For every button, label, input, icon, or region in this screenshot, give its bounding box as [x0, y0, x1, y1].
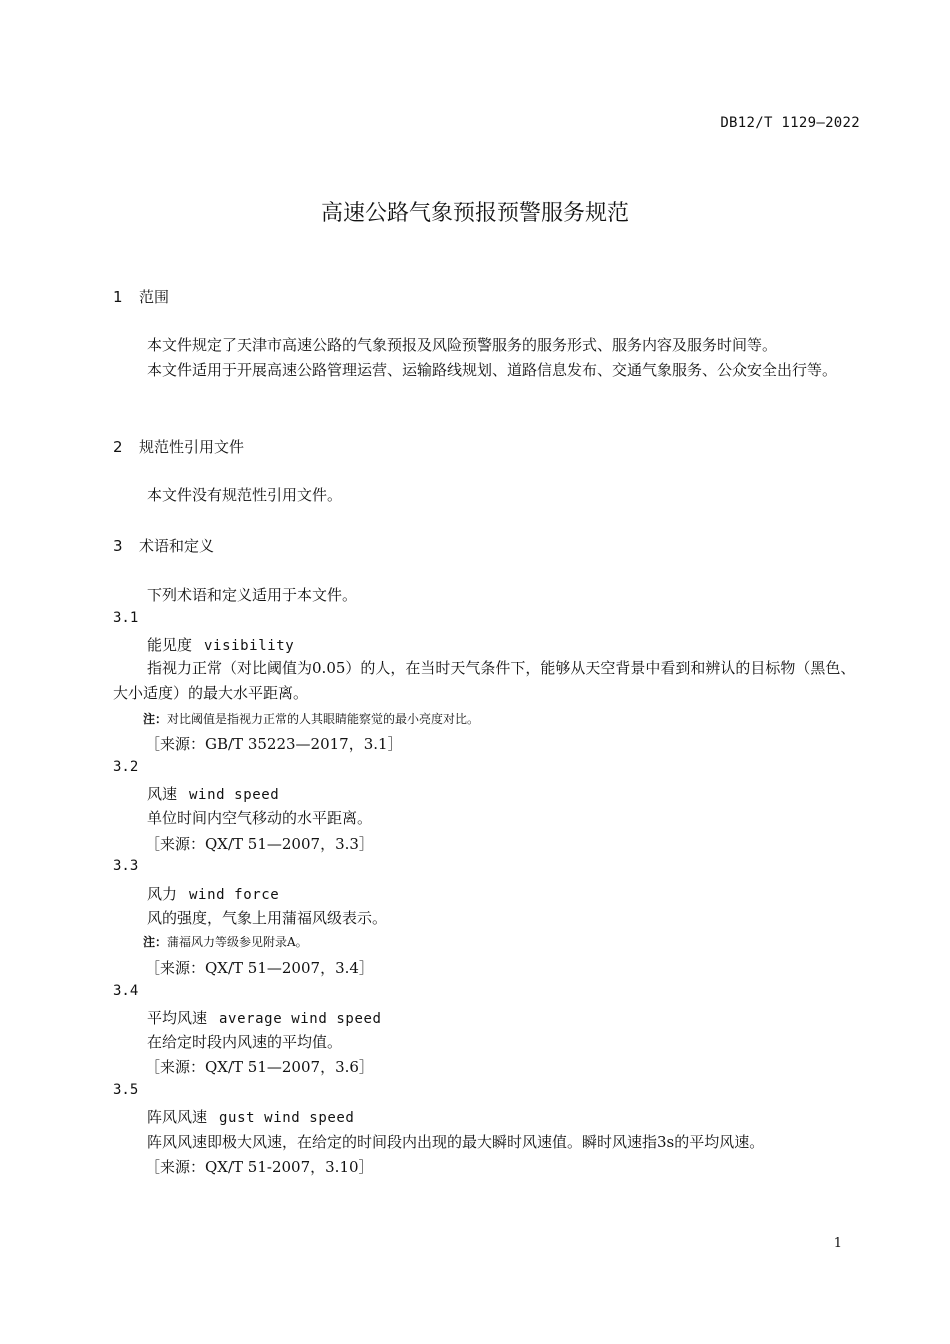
term-gust-wind-speed	[147, 1106, 354, 1127]
document-id: DB12/T 1129—2022	[720, 115, 860, 131]
note-label: 注：	[143, 935, 168, 949]
term-wind-force	[147, 883, 279, 904]
section-number: 3	[113, 537, 123, 555]
term-definition: 阵风风速即极大风速，在给定的时间段内出现的最大瞬时风速值。瞬时风速指3s的平均风速。	[147, 1133, 765, 1151]
term-zh: 能见度	[147, 636, 193, 654]
paragraph-scope-1: 本文件规定了天津市高速公路的气象预报及风险预警服务的服务形式、服务内容及服务时间等。	[147, 336, 778, 354]
paragraph-scope-2: 本文件适用于开展高速公路管理运营、运输路线规划、道路信息发布、交通气象服务、公众安全出行等。	[147, 361, 838, 379]
term-zh: 风速	[147, 785, 178, 803]
term-en: gust wind speed	[219, 1110, 355, 1126]
term-note	[143, 933, 308, 950]
section-title: 范围	[139, 288, 170, 306]
term-zh: 风力	[147, 885, 178, 903]
section-title: 术语和定义	[139, 537, 215, 555]
note-label: 注：	[143, 712, 168, 726]
term-number: 3.1	[113, 610, 139, 626]
section-heading-1	[113, 286, 169, 307]
section-number: 1	[113, 288, 123, 306]
term-en: wind force	[189, 887, 280, 903]
paragraph-references: 本文件没有规范性引用文件。	[147, 486, 343, 504]
term-definition: 在给定时段内风速的平均值。	[147, 1033, 343, 1051]
term-en: average wind speed	[219, 1011, 382, 1027]
term-number: 3.4	[113, 983, 139, 999]
term-visibility	[147, 634, 294, 655]
term-zh: 平均风速	[147, 1009, 208, 1027]
section-heading-2	[113, 436, 244, 457]
term-number: 3.2	[113, 759, 139, 775]
term-source: ［来源：QX/T 51—2007，3.3］	[145, 835, 374, 853]
term-en: visibility	[204, 638, 295, 654]
paragraph-terms-intro: 下列术语和定义适用于本文件。	[147, 586, 358, 604]
term-zh: 阵风风速	[147, 1108, 208, 1126]
term-wind-speed	[147, 783, 279, 804]
term-number: 3.5	[113, 1082, 139, 1098]
term-definition: 单位时间内空气移动的水平距离。	[147, 809, 373, 827]
section-title: 规范性引用文件	[139, 438, 245, 456]
term-average-wind-speed	[147, 1007, 382, 1028]
term-source: ［来源：QX/T 51-2007，3.10］	[145, 1158, 374, 1176]
term-source: ［来源：QX/T 51—2007，3.6］	[145, 1058, 374, 1076]
note-text: 对比阈值是指视力正常的人其眼睛能察觉的最小亮度对比。	[167, 712, 480, 726]
term-definition: 指视力正常（对比阈值为0.05）的人，在当时天气条件下，能够从天空背景中看到和辨认的目标物（黑色、大小适度）的最大水平距离。	[113, 659, 856, 702]
section-heading-3	[113, 535, 214, 556]
document-title: 高速公路气象预报预警服务规范	[320, 201, 629, 226]
section-number: 2	[113, 438, 123, 456]
term-source: ［来源：GB/T 35223—2017，3.1］	[145, 735, 403, 753]
note-text: 蒲福风力等级参见附录A。	[167, 935, 308, 949]
term-en: wind speed	[189, 787, 280, 803]
term-number: 3.3	[113, 858, 139, 874]
term-definition: 风的强度，气象上用蒲福风级表示。	[147, 909, 388, 927]
term-source: ［来源：QX/T 51—2007，3.4］	[145, 959, 374, 977]
term-note	[143, 710, 479, 727]
page-number: 1	[833, 1236, 842, 1251]
